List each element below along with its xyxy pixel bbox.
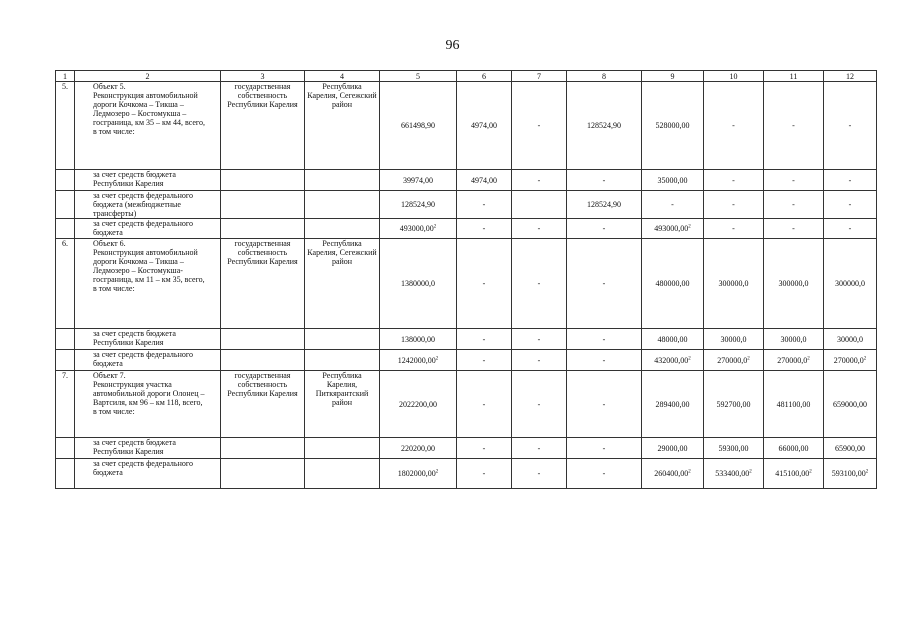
header-cell: 4	[305, 71, 380, 82]
header-cell: 12	[824, 71, 877, 82]
value-cell: -	[567, 459, 642, 489]
value-cell: 260400,00$^2$	[642, 459, 704, 489]
empty-cell	[221, 219, 305, 239]
empty-cell	[221, 191, 305, 219]
object-number: 7.	[56, 371, 75, 438]
value-cell: 128524,90	[380, 191, 457, 219]
footnote-mark: 2	[688, 355, 691, 361]
footnote-mark: 2	[749, 469, 752, 475]
object-description: Объект 5. Реконструкция автомобильной дороги Кочкома – Тикша – Ледмозеро – Костомукша – госграница, км 35 – км 44, всего, в том числе:	[75, 82, 221, 170]
footnote-mark: 2	[433, 224, 437, 230]
value-cell: 220200,00	[380, 438, 457, 459]
funding-row	[56, 191, 877, 219]
value-cell: -	[512, 239, 567, 329]
funding-row	[56, 350, 877, 371]
footnote-mark: 2	[435, 469, 439, 475]
value-cell: -	[457, 329, 512, 350]
footnote-mark: 2	[747, 355, 750, 361]
funding-row	[56, 219, 877, 239]
empty-cell	[56, 191, 75, 219]
value-cell: -	[457, 219, 512, 239]
value-cell: -	[704, 219, 764, 239]
object-location: Республика Карелия, Сегежский район	[305, 82, 380, 170]
value-cell: 415100,00$^2$	[764, 459, 824, 489]
value-cell: -	[512, 219, 567, 239]
value-cell: -	[704, 191, 764, 219]
value-cell: -	[457, 438, 512, 459]
value-cell: -	[512, 459, 567, 489]
value-cell: -	[567, 438, 642, 459]
header-cell: 6	[457, 71, 512, 82]
value-cell: -	[567, 219, 642, 239]
value-cell: 2022200,00	[380, 371, 457, 438]
value-cell: 35000,00	[642, 170, 704, 191]
value-cell: 528000,00	[642, 82, 704, 170]
empty-cell	[305, 459, 380, 489]
value-cell: 592700,00	[704, 371, 764, 438]
empty-cell	[221, 170, 305, 191]
object-row	[56, 239, 877, 329]
value-cell: -	[567, 170, 642, 191]
funding-source: за счет средств федерального бюджета	[75, 459, 221, 489]
value-cell: 432000,00$^2$	[642, 350, 704, 371]
funding-row	[56, 459, 877, 489]
header-cell: 1	[56, 71, 75, 82]
empty-cell	[56, 459, 75, 489]
empty-cell	[56, 438, 75, 459]
empty-cell	[56, 329, 75, 350]
funding-source: за счет средств федерального бюджета (межбюджетные трансферты)	[75, 191, 221, 219]
value-cell: -	[512, 371, 567, 438]
value-cell: 493000,00$^2$	[380, 219, 457, 239]
value-cell: 593100,00$^2$	[824, 459, 877, 489]
value-cell: -	[457, 371, 512, 438]
value-cell: -	[764, 170, 824, 191]
value-cell: 30000,0	[824, 329, 877, 350]
value-cell: 1380000,0	[380, 239, 457, 329]
header-cell: 7	[512, 71, 567, 82]
object-location: Республика Карелия, Сегежский район	[305, 239, 380, 329]
funding-row	[56, 329, 877, 350]
funding-source: за счет средств бюджета Республики Карелия	[75, 329, 221, 350]
empty-cell	[56, 170, 75, 191]
value-cell: 480000,00	[642, 239, 704, 329]
object-owner: государственная собственность Республики Карелия	[221, 239, 305, 329]
object-number: 6.	[56, 239, 75, 329]
header-cell: 5	[380, 71, 457, 82]
value-cell: 128524,90	[567, 191, 642, 219]
object-number: 5.	[56, 82, 75, 170]
value-cell: -	[457, 350, 512, 371]
value-cell: 1802000,00$^2$	[380, 459, 457, 489]
header-cell: 9	[642, 71, 704, 82]
value-cell: 270000,0$^2$	[824, 350, 877, 371]
value-cell: 29000,00	[642, 438, 704, 459]
footnote-mark: 2	[865, 469, 869, 475]
empty-cell	[221, 329, 305, 350]
header-cell: 11	[764, 71, 824, 82]
value-cell: -	[764, 219, 824, 239]
empty-cell	[221, 459, 305, 489]
value-cell: -	[567, 239, 642, 329]
header-cell: 8	[567, 71, 642, 82]
value-cell: 30000,0	[764, 329, 824, 350]
object-row	[56, 371, 877, 438]
funding-source: за счет средств бюджета Республики Карелия	[75, 170, 221, 191]
funding-source: за счет средств федерального бюджета	[75, 350, 221, 371]
empty-cell	[305, 350, 380, 371]
value-cell: -	[567, 371, 642, 438]
value-cell: -	[457, 459, 512, 489]
page-number: 96	[445, 38, 460, 53]
value-cell: 289400,00	[642, 371, 704, 438]
value-cell: -	[824, 82, 877, 170]
value-cell: -	[704, 170, 764, 191]
object-owner: государственная собственность Республики Карелия	[221, 371, 305, 438]
value-cell: 270000,0$^2$	[704, 350, 764, 371]
empty-cell	[56, 219, 75, 239]
value-cell: 300000,0	[824, 239, 877, 329]
value-cell: 59300,00	[704, 438, 764, 459]
value-cell: 66000,00	[764, 438, 824, 459]
object-description: Объект 7. Реконструкция участка автомобильной дороги Олонец – Вартсиля, км 96 – км 118, всего, в том числе:	[75, 371, 221, 438]
value-cell: -	[567, 350, 642, 371]
value-cell: 30000,0	[704, 329, 764, 350]
empty-cell	[221, 438, 305, 459]
value-cell: 661498,90	[380, 82, 457, 170]
value-cell: -	[824, 219, 877, 239]
funding-source: за счет средств федерального бюджета	[75, 219, 221, 239]
value-cell: 300000,0	[704, 239, 764, 329]
object-description: Объект 6. Реконструкция автомобильной дороги Кочкома – Тикша – Ледмозеро – Костомукша-госграница, км 11 – км 35, всего, в том числе:	[75, 239, 221, 329]
footnote-mark: 2	[688, 224, 691, 230]
value-cell: -	[704, 82, 764, 170]
footnote-mark: 2	[435, 355, 439, 361]
funding-source: за счет средств бюджета Республики Карелия	[75, 438, 221, 459]
empty-cell	[305, 329, 380, 350]
value-cell: -	[457, 191, 512, 219]
footnote-mark: 2	[863, 355, 867, 361]
object-row	[56, 82, 877, 170]
value-cell: -	[824, 170, 877, 191]
empty-cell	[56, 350, 75, 371]
object-location: Республика Карелия, Питкярантский район	[305, 371, 380, 438]
value-cell: -	[512, 438, 567, 459]
value-cell: 1242000,00$^2$	[380, 350, 457, 371]
value-cell: 48000,00	[642, 329, 704, 350]
footnote-mark: 2	[688, 469, 691, 475]
object-owner: государственная собственность Республики Карелия	[221, 82, 305, 170]
empty-cell	[305, 191, 380, 219]
value-cell: -	[512, 82, 567, 170]
value-cell: -	[512, 170, 567, 191]
funding-row	[56, 438, 877, 459]
value-cell: 659000,00	[824, 371, 877, 438]
value-cell: 533400,00$^2$	[704, 459, 764, 489]
value-cell: -	[764, 82, 824, 170]
value-cell: 4974,00	[457, 170, 512, 191]
value-cell: 493000,00$^2$	[642, 219, 704, 239]
value-cell: 481100,00	[764, 371, 824, 438]
header-row	[56, 71, 877, 82]
value-cell: -	[457, 239, 512, 329]
value-cell: 4974,00	[457, 82, 512, 170]
value-cell: -	[512, 329, 567, 350]
value-cell: 270000,0$^2$	[764, 350, 824, 371]
header-cell: 10	[704, 71, 764, 82]
value-cell	[512, 191, 567, 219]
value-cell: -	[512, 350, 567, 371]
empty-cell	[305, 219, 380, 239]
value-cell: -	[567, 329, 642, 350]
footnote-mark: 2	[807, 355, 810, 361]
value-cell: -	[642, 191, 704, 219]
header-cell: 2	[75, 71, 221, 82]
empty-cell	[305, 170, 380, 191]
header-cell: 3	[221, 71, 305, 82]
value-cell: -	[824, 191, 877, 219]
value-cell: 65900,00	[824, 438, 877, 459]
value-cell: -	[764, 191, 824, 219]
value-cell: 39974,00	[380, 170, 457, 191]
value-cell: 300000,0	[764, 239, 824, 329]
value-cell: 138000,00	[380, 329, 457, 350]
value-cell: 128524,90	[567, 82, 642, 170]
empty-cell	[221, 350, 305, 371]
footnote-mark: 2	[809, 469, 812, 475]
empty-cell	[305, 438, 380, 459]
budget-table	[55, 70, 877, 489]
funding-row	[56, 170, 877, 191]
